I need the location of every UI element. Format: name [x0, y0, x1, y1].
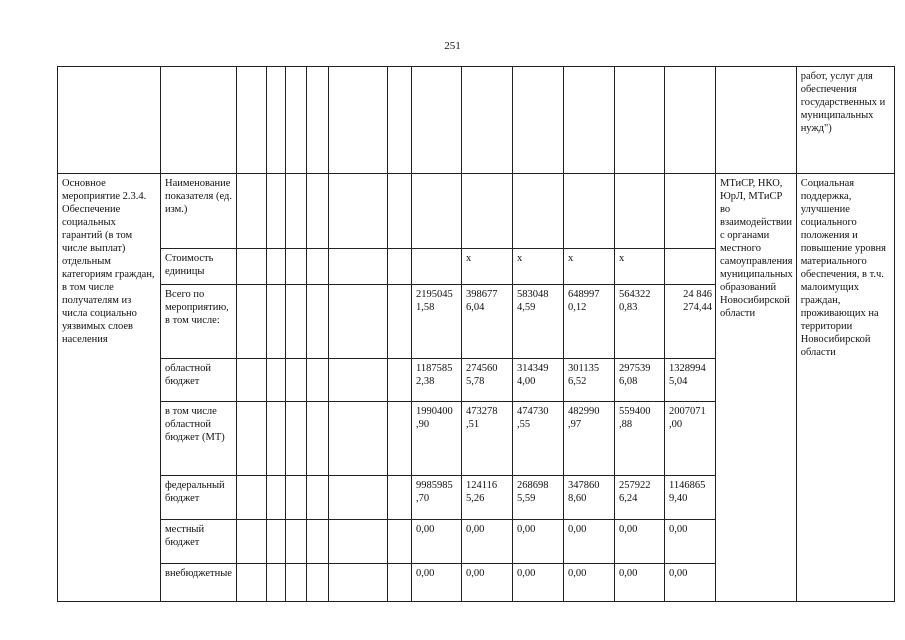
- row-label-total: Всего по мероприятию, в том числе:: [161, 285, 237, 359]
- value-cell: 0,00: [513, 564, 564, 602]
- cell-empty: [307, 249, 329, 285]
- executor-text: МТиСР, НКО, ЮрЛ, МТиСР во взаимодействии с органами местного самоуправления муниципальных образований Новосибирской области: [716, 174, 797, 602]
- value-cell: 9985985 ,70: [412, 476, 462, 520]
- cell-empty: [388, 520, 412, 564]
- cell-empty: [267, 520, 286, 564]
- value-cell: 0,00: [564, 564, 615, 602]
- value-cell: 0,00: [513, 520, 564, 564]
- value-cell: 24 846 274,44: [665, 285, 716, 359]
- cell-empty: [329, 174, 388, 249]
- cell-empty: [267, 564, 286, 602]
- cell-empty: [237, 67, 267, 174]
- cell-empty: [237, 520, 267, 564]
- cell-empty: [665, 67, 716, 174]
- cell-empty: [462, 174, 513, 249]
- cell-empty: [286, 402, 307, 476]
- page-number: 251: [444, 40, 461, 52]
- measure-title: Основное мероприятие 2.3.4. Обеспечение социальных гарантий (в том числе выплат) отдельным категориям граждан, в том числе получателям из числа социально уязвимых слоев населения: [58, 174, 161, 602]
- cell-empty: [307, 285, 329, 359]
- value-cell: 347860 8,60: [564, 476, 615, 520]
- value-cell: 0,00: [412, 564, 462, 602]
- value-cell: 314349 4,00: [513, 359, 564, 402]
- cell-empty: [388, 476, 412, 520]
- value-cell: 274560 5,78: [462, 359, 513, 402]
- cell-empty: [329, 402, 388, 476]
- value-cell: 1328994 5,04: [665, 359, 716, 402]
- cell-empty: [286, 67, 307, 174]
- value-cell: 559400 ,88: [615, 402, 665, 476]
- value-cell: 257922 6,24: [615, 476, 665, 520]
- cell-empty: [307, 402, 329, 476]
- cell-empty: [665, 174, 716, 249]
- value-cell: 0,00: [462, 564, 513, 602]
- cell-empty: [564, 67, 615, 174]
- table-row: [58, 174, 895, 249]
- value-cell: 0,00: [665, 564, 716, 602]
- cell-empty: [237, 285, 267, 359]
- value-cell: x: [615, 249, 665, 285]
- value-cell: 2007071 ,00: [665, 402, 716, 476]
- cell-empty: [237, 476, 267, 520]
- cell-empty: [237, 249, 267, 285]
- row-label-indicator: Наименование показателя (ед. изм.): [161, 174, 237, 249]
- cell-empty: [329, 285, 388, 359]
- cell-empty: [307, 174, 329, 249]
- cell-empty: [329, 564, 388, 602]
- cell-empty: [237, 174, 267, 249]
- cell-empty: [267, 402, 286, 476]
- cell-empty: [237, 564, 267, 602]
- row-label-local: местный бюджет: [161, 520, 237, 564]
- cell-empty: [665, 249, 716, 285]
- result-text: Социальная поддержка, улучшение социального положения и повышение уровня материального обеспечения, в т.ч. малоимущих граждан, проживающих на территории Новосибирской области: [796, 174, 894, 602]
- cell-empty: [329, 67, 388, 174]
- cell-empty: [513, 174, 564, 249]
- value-cell: 301135 6,52: [564, 359, 615, 402]
- cell-empty: [388, 174, 412, 249]
- value-cell: 482990 ,97: [564, 402, 615, 476]
- value-cell: x: [513, 249, 564, 285]
- cell-empty: [161, 67, 237, 174]
- cell-empty: [286, 174, 307, 249]
- row-label-regional-mt: в том числе областной бюджет (МТ): [161, 402, 237, 476]
- row-label-regional: областной бюджет: [161, 359, 237, 402]
- cell-empty: [286, 285, 307, 359]
- value-cell: 0,00: [564, 520, 615, 564]
- result-text-top: работ, услуг для обеспечения государственных и муниципальных нужд"): [796, 67, 894, 174]
- cell-empty: [329, 476, 388, 520]
- value-cell: 1146865 9,40: [665, 476, 716, 520]
- row-label-federal: федеральный бюджет: [161, 476, 237, 520]
- value-cell: 1990400 ,90: [412, 402, 462, 476]
- value-cell: 474730 ,55: [513, 402, 564, 476]
- cell-empty: [267, 359, 286, 402]
- value-cell: 268698 5,59: [513, 476, 564, 520]
- cell-empty: [329, 520, 388, 564]
- cell-empty: [412, 249, 462, 285]
- cell-empty: [286, 249, 307, 285]
- cell-empty: [286, 520, 307, 564]
- cell-empty: [388, 249, 412, 285]
- cell-empty: [513, 67, 564, 174]
- cell-empty: [716, 67, 797, 174]
- value-cell: 473278 ,51: [462, 402, 513, 476]
- cell-empty: [388, 564, 412, 602]
- value-cell: 124116 5,26: [462, 476, 513, 520]
- cell-empty: [267, 249, 286, 285]
- cell-empty: [237, 359, 267, 402]
- cell-empty: [329, 249, 388, 285]
- cell-empty: [388, 67, 412, 174]
- cell-empty: [462, 67, 513, 174]
- cell-empty: [388, 359, 412, 402]
- value-cell: 0,00: [462, 520, 513, 564]
- row-label-extrabudget: внебюджетные: [161, 564, 237, 602]
- cell-empty: [307, 564, 329, 602]
- value-cell: 398677 6,04: [462, 285, 513, 359]
- value-cell: 0,00: [615, 520, 665, 564]
- cell-empty: [564, 174, 615, 249]
- value-cell: 0,00: [665, 520, 716, 564]
- cell-empty: [307, 520, 329, 564]
- cell-empty: [329, 359, 388, 402]
- cell-empty: [286, 564, 307, 602]
- cell-empty: [286, 476, 307, 520]
- cell-empty: [267, 285, 286, 359]
- value-cell: 1187585 2,38: [412, 359, 462, 402]
- cell-empty: [286, 359, 307, 402]
- cell-empty: [307, 359, 329, 402]
- cell-empty: [267, 67, 286, 174]
- cell-empty: [307, 476, 329, 520]
- cell-empty: [267, 174, 286, 249]
- row-label-cost: Стоимость единицы: [161, 249, 237, 285]
- cell-empty: [388, 285, 412, 359]
- cell-empty: [615, 67, 665, 174]
- value-cell: 583048 4,59: [513, 285, 564, 359]
- value-cell: 0,00: [615, 564, 665, 602]
- value-cell: 0,00: [412, 520, 462, 564]
- value-cell: 564322 0,83: [615, 285, 665, 359]
- value-cell: x: [564, 249, 615, 285]
- cell-empty: [412, 174, 462, 249]
- value-cell: x: [462, 249, 513, 285]
- cell-empty: [267, 476, 286, 520]
- cell-empty: [237, 402, 267, 476]
- value-cell: 297539 6,08: [615, 359, 665, 402]
- program-table: [57, 66, 895, 602]
- cell-empty: [412, 67, 462, 174]
- cell-empty: [58, 67, 161, 174]
- value-cell: 648997 0,12: [564, 285, 615, 359]
- cell-empty: [388, 402, 412, 476]
- table-row: [58, 67, 895, 174]
- cell-empty: [307, 67, 329, 174]
- value-cell: 2195045 1,58: [412, 285, 462, 359]
- cell-empty: [615, 174, 665, 249]
